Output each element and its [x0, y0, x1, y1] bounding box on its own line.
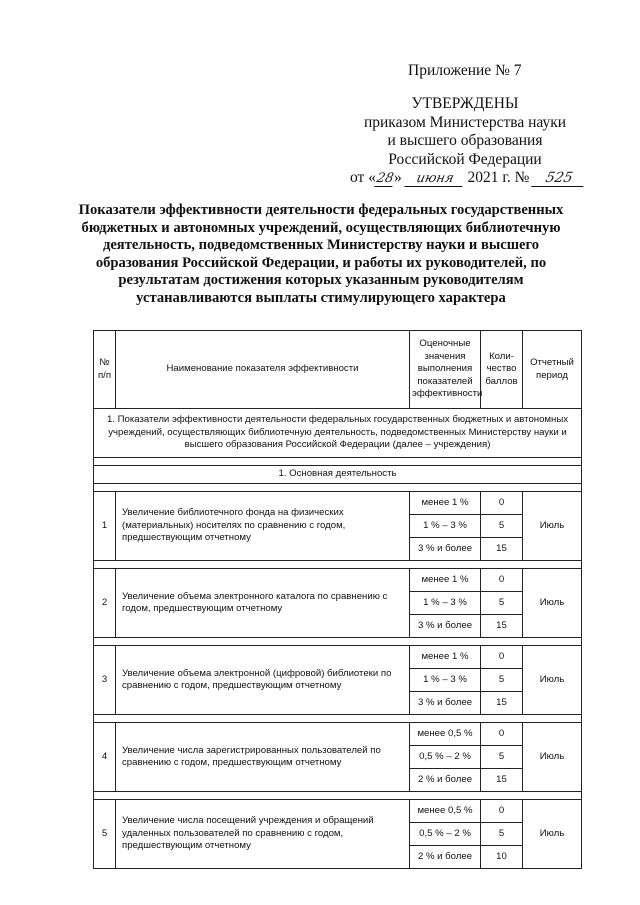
spacer-cell: [94, 561, 582, 569]
spacer-cell: [94, 484, 582, 492]
indicator-name: Увеличение числа посещений учреждения и обращений удаленных пользователей по сравнению с годом, предшествующим отчетному: [116, 800, 410, 869]
reporting-period: Июль: [523, 646, 582, 715]
grade-value: менее 0,5 %: [410, 723, 481, 746]
grade-points: 15: [481, 615, 523, 638]
grade-value: 1 % – 3 %: [410, 669, 481, 692]
grade-value: 0,5 % – 2 %: [410, 746, 481, 769]
grade-value: 3 % и более: [410, 615, 481, 638]
spacer-row: [94, 561, 582, 569]
row-number: 3: [94, 646, 116, 715]
subsection-row: [94, 466, 582, 484]
grade-value: 3 % и более: [410, 538, 481, 561]
indicator-name: Увеличение числа зарегистрированных пользователей по сравнению с годом, предшествующим отчетному: [116, 723, 410, 792]
row-number: 1: [94, 492, 116, 561]
reporting-period: Июль: [523, 800, 582, 869]
grade-value: 1 % – 3 %: [410, 592, 481, 615]
table-row: [94, 569, 582, 592]
date-prefix: от «: [350, 169, 376, 186]
header-num: № п/п: [94, 331, 116, 409]
header-values: Оценочные значения выполнения показателей эффективности: [410, 331, 481, 409]
approved-label: УТВЕРЖДЕНЫ: [411, 95, 519, 112]
grade-points: 15: [481, 692, 523, 715]
table-row: [94, 492, 582, 515]
indicator-name: Увеличение объема электронного каталога по сравнению с годом, предшествующим отчетному: [116, 569, 410, 638]
row-number: 5: [94, 800, 116, 869]
spacer-row: [94, 638, 582, 646]
kpi-table: [93, 330, 582, 869]
date-mid: »: [393, 169, 402, 186]
grade-points: 5: [481, 746, 523, 769]
grade-points: 15: [481, 769, 523, 792]
grade-value: 1 % – 3 %: [410, 515, 481, 538]
reporting-period: Июль: [523, 723, 582, 792]
table-row: [94, 723, 582, 746]
spacer-cell: [94, 458, 582, 466]
grade-points: 0: [481, 492, 523, 515]
document-title: Показатели эффективности деятельности федеральных государственных бюджетных и автономных учреждений, осуществляющих библиотечную деятельность, подведомственных Министерству науки и высшего образования Российской Федерации, и работы их руководителей, по результатам достижения которых указанным руководителям устанавливаются выплаты стимулирующего характера: [78, 202, 564, 306]
grade-points: 0: [481, 569, 523, 592]
grade-points: 15: [481, 538, 523, 561]
date-year: 2021 г. №: [467, 169, 530, 186]
indicator-name: Увеличение библиотечного фонда на физических (материальных) носителях по сравнению с годом, предшествующим отчетному: [116, 492, 410, 561]
grade-points: 5: [481, 515, 523, 538]
grade-value: менее 1 %: [410, 492, 481, 515]
date-month-handwritten: июня: [404, 171, 465, 187]
order-line: и высшего образования: [387, 132, 543, 149]
row-number: 2: [94, 569, 116, 638]
order-line: Российской Федерации: [388, 150, 542, 168]
table-row: [94, 646, 582, 669]
grade-value: 2 % и более: [410, 846, 481, 869]
subsection-title: 1. Основная деятельность: [94, 466, 582, 484]
appendix-label: Приложение № 7: [408, 62, 522, 79]
row-number: 4: [94, 723, 116, 792]
grade-points: 5: [481, 669, 523, 692]
grade-points: 5: [481, 823, 523, 846]
spacer-row: [94, 458, 582, 466]
reporting-period: Июль: [523, 492, 582, 561]
order-number-handwritten: 525: [532, 171, 587, 187]
approval-block: [340, 62, 590, 188]
table-header-row: [94, 331, 582, 409]
grade-points: 0: [481, 723, 523, 746]
grade-points: 0: [481, 800, 523, 823]
spacer-cell: [94, 715, 582, 723]
header-period: Отчетный период: [523, 331, 582, 409]
grade-value: 2 % и более: [410, 769, 481, 792]
grade-points: 0: [481, 646, 523, 669]
spacer-row: [94, 792, 582, 800]
order-date-line: [350, 169, 600, 188]
grade-points: 10: [481, 846, 523, 869]
grade-value: 0,5 % – 2 %: [410, 823, 481, 846]
date-day-handwritten: 28: [375, 171, 395, 186]
spacer-row: [94, 484, 582, 492]
header-name: Наименование показателя эффективности: [116, 331, 410, 409]
reporting-period: Июль: [523, 569, 582, 638]
grade-value: менее 1 %: [410, 646, 481, 669]
spacer-row: [94, 715, 582, 723]
section-row: [94, 409, 582, 458]
grade-value: менее 0,5 %: [410, 800, 481, 823]
order-line: приказом Министерства науки: [363, 113, 567, 131]
spacer-cell: [94, 638, 582, 646]
grade-points: 5: [481, 592, 523, 615]
table-row: [94, 800, 582, 823]
header-points: Коли-чество баллов: [481, 331, 523, 409]
indicator-name: Увеличение объема электронной (цифровой) библиотеки по сравнению с годом, предшествующим отчетному: [116, 646, 410, 715]
grade-value: менее 1 %: [410, 569, 481, 592]
spacer-cell: [94, 792, 582, 800]
section-title: 1. Показатели эффективности деятельности федеральных государственных бюджетных и автономных учреждений, осуществляющих библиотечную деятельность, подведомственных Министерству науки и высшего образования Российской Федерации (далее – учреждения): [94, 409, 582, 458]
grade-value: 3 % и более: [410, 692, 481, 715]
